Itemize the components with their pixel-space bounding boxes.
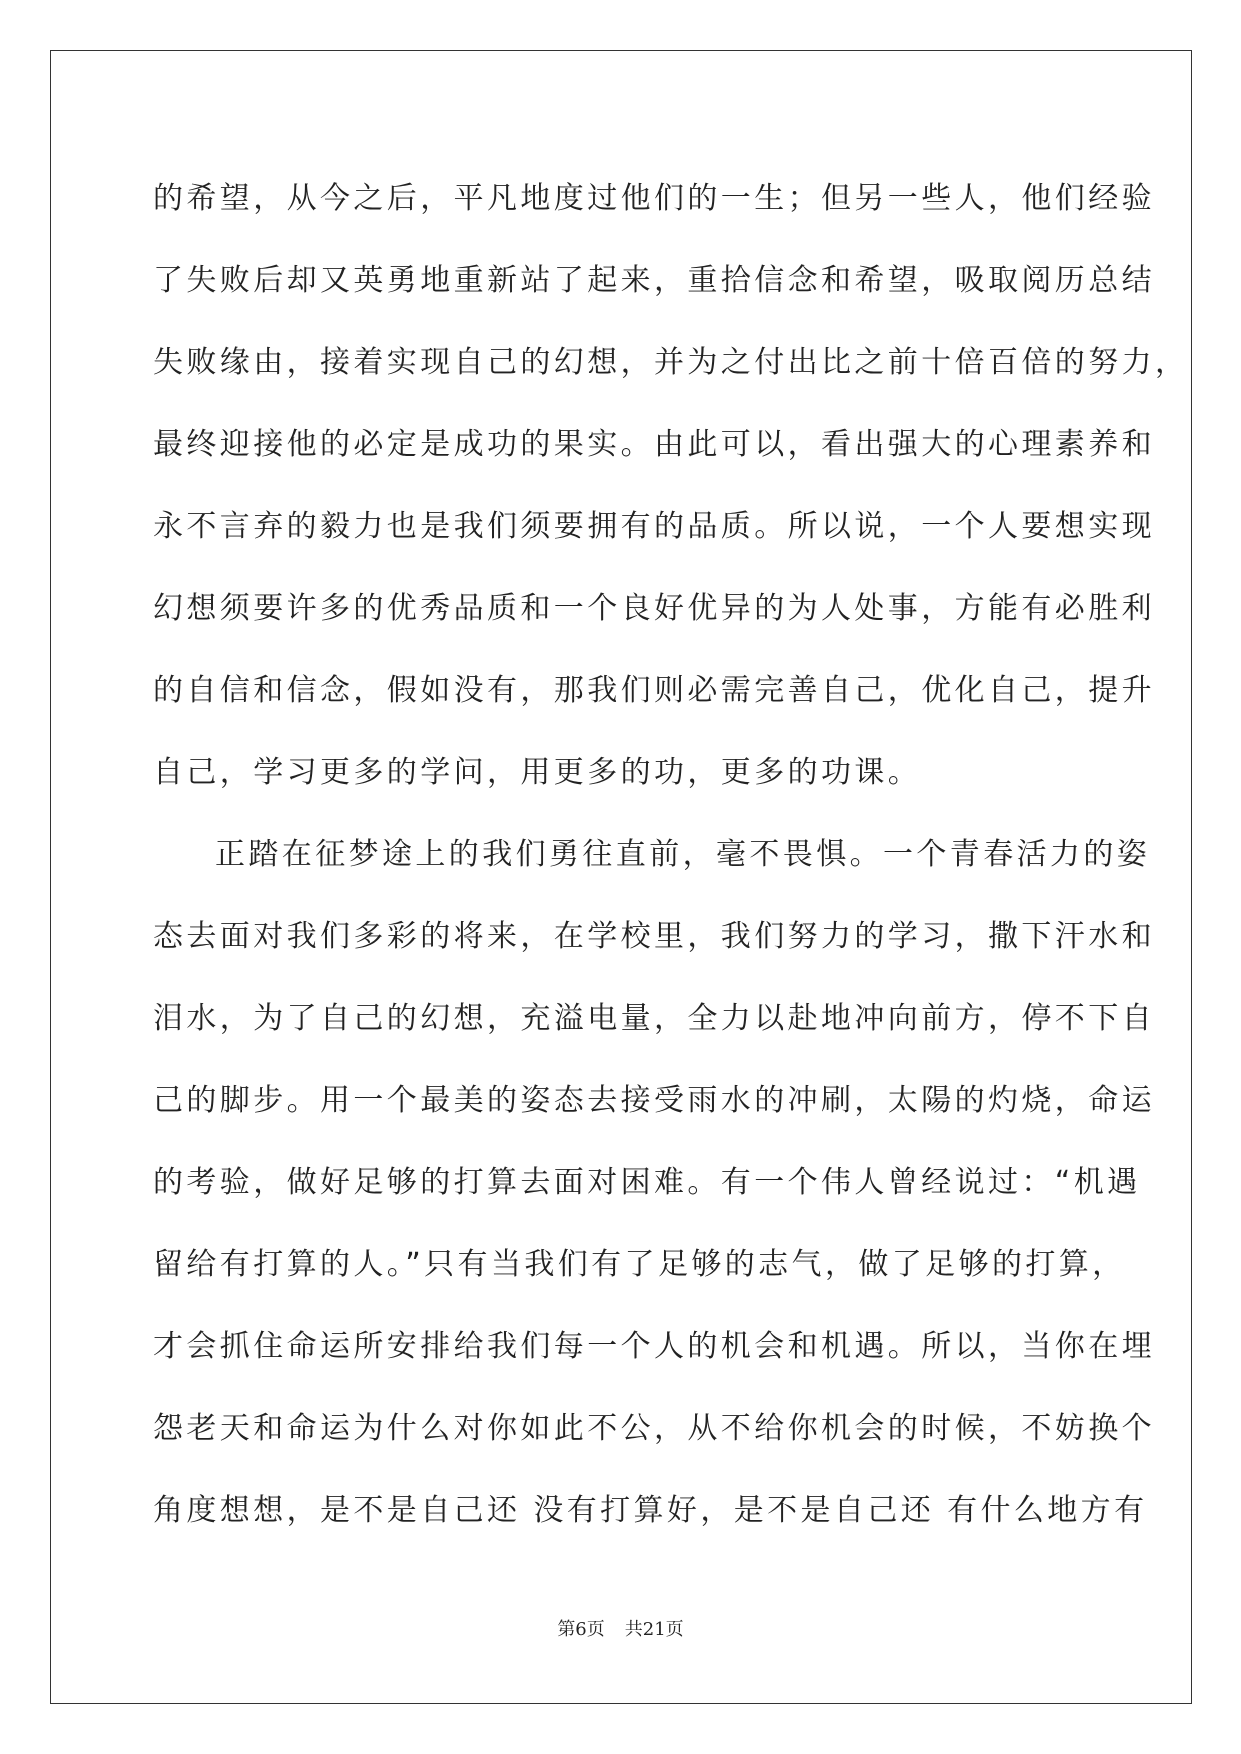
- text-line: 失败缘由，接着实现自己的幻想，并为之付出比之前十倍百倍的努力，: [153, 345, 1189, 380]
- text-line: 自己，学习更多的学问，用更多的功，更多的功课。: [153, 755, 922, 790]
- paragraph-start-line: 正踏在征梦途上的我们勇往直前，毫不畏惧。一个青春活力的姿: [215, 837, 1151, 872]
- text-line: 幻想须要许多的优秀品质和一个良好优异的为人处事，方能有必胜利: [153, 591, 1155, 626]
- text-line: 的自信和信念，假如没有，那我们则必需完善自己，优化自己，提升: [153, 673, 1155, 708]
- text-line: 己的脚步。用一个最美的姿态去接受雨水的冲刷，太陽的灼烧，命运: [153, 1083, 1155, 1118]
- text-line: 的希望，从今之后，平凡地度过他们的一生；但另一些人，他们经验: [153, 181, 1155, 216]
- page-total: 共21页: [624, 1619, 684, 1640]
- text-line: 才会抓住命运所安排给我们每一个人的机会和机遇。所以，当你在埋: [153, 1329, 1155, 1364]
- text-line: 态去面对我们多彩的将来，在学校里，我们努力的学习，撒下汗水和: [153, 919, 1155, 954]
- text-line: 怨老天和命运为什么对你如此不公，从不给你机会的时候，不妨换个: [153, 1411, 1155, 1446]
- text-line: 角度想想，是不是自己还 没有打算好，是不是自己还 有什么地方有: [153, 1493, 1148, 1528]
- page-number: 第6页: [557, 1619, 605, 1640]
- text-line: 留给有打算的人。”只有当我们有了足够的志气，做了足够的打算，: [153, 1247, 1126, 1282]
- text-line: 泪水，为了自己的幻想，充溢电量，全力以赴地冲向前方，停不下自: [153, 1001, 1155, 1036]
- body-text: [153, 158, 1189, 1552]
- text-line: 了失败后却又英勇地重新站了起来，重拾信念和希望，吸取阅历总结: [153, 263, 1155, 298]
- text-line: 的考验，做好足够的打算去面对困难。有一个伟人曾经说过：“机遇: [153, 1165, 1141, 1200]
- page-footer: [0, 1615, 1241, 1641]
- text-line: 永不言弃的毅力也是我们须要拥有的品质。所以说，一个人要想实现: [153, 509, 1155, 544]
- text-line: 最终迎接他的必定是成功的果实。由此可以，看出强大的心理素养和: [153, 427, 1155, 462]
